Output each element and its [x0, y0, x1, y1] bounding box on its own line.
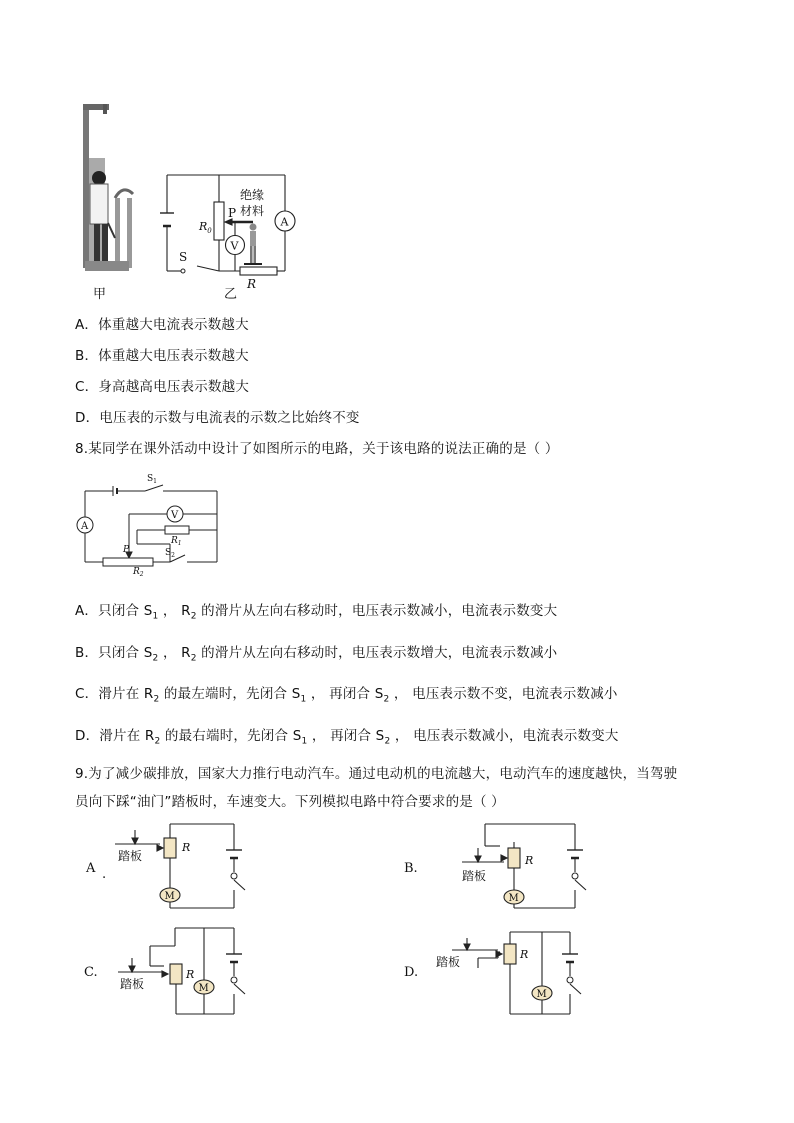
label-insulator-1: 绝缘 — [240, 188, 265, 202]
q8-label-S1: $S_1$ — [147, 474, 157, 485]
motor-label: M — [536, 989, 547, 1000]
option-dot: . — [102, 867, 107, 882]
q9-figure-a — [80, 818, 260, 918]
resistor-label: R — [186, 968, 195, 981]
option-label: A — [86, 861, 96, 876]
q8-ammeter-label: A — [81, 521, 89, 532]
q8-circuit-figure — [75, 466, 225, 576]
q7-option-b: B．体重越大电压表示数越大 — [75, 348, 249, 364]
q8-label-R2: $R_2$ — [133, 567, 144, 576]
q9-figure-c — [80, 922, 260, 1022]
label-jia: 甲 — [93, 287, 107, 302]
label-R0: $R_0$ — [199, 220, 212, 235]
q9-figure-b — [400, 818, 590, 918]
q9-stem-line1: 9.为了减少碳排放，国家大力推行电动汽车。通过电动机的电流越大，电动汽车的速度越快，当驾驶 — [75, 766, 678, 782]
height-scale-photo — [83, 104, 133, 271]
option-label: B. — [404, 861, 418, 876]
q8-label-R1: $R_1$ — [171, 536, 182, 547]
label-S: S — [179, 250, 188, 264]
switch-contact — [567, 977, 573, 983]
pedal-label: 踏板 — [436, 955, 461, 969]
resistor-label: R — [525, 854, 534, 867]
pedal-label: 踏板 — [462, 869, 487, 883]
q7-option-c: C．身高越高电压表示数越大 — [75, 379, 250, 395]
q8-option-d: D．滑片在 $R_2$ 的最右端时，先闭合 $S_1$ ， 再闭合 $S_2$ ， 电压表示数减小，电流表示数变大 — [75, 728, 619, 747]
motor-label: M — [164, 891, 175, 902]
ammeter-label: A — [280, 215, 289, 229]
label-insulator-2: 材料 — [240, 204, 265, 218]
option-label: C. — [84, 965, 98, 980]
pedal-label: 踏板 — [120, 977, 145, 991]
label-yi: 乙 — [224, 287, 238, 302]
q8-stem: 8.某同学在课外活动中设计了如图所示的电路，关于该电路的说法正确的是（ ） — [75, 441, 559, 457]
q9-figure-d — [400, 922, 590, 1022]
voltmeter-label: V — [230, 239, 239, 253]
q8-option-b: B．只闭合 $S_2$ ， $R_2$ 的滑片从左向右移动时，电压表示数增大，电流表示数减小 — [75, 645, 558, 664]
switch-contact — [231, 873, 237, 879]
pedal-label: 踏板 — [118, 849, 143, 863]
resistor-label: R — [520, 948, 529, 961]
motor-label: M — [198, 983, 209, 994]
q7-figure — [75, 98, 320, 308]
switch-contact — [572, 873, 578, 879]
q9-stem-line2: 员向下踩“油门”踏板时，车速变大。下列模拟电路中符合要求的是（ ） — [75, 794, 505, 810]
switch-contact — [231, 977, 237, 983]
switch-contact — [181, 269, 185, 273]
q8-label-P: P — [123, 545, 130, 555]
q7-option-d: D．电压表的示数与电流表的示数之比始终不变 — [75, 410, 360, 426]
resistor-label: R — [182, 841, 191, 854]
q8-option-a: A．只闭合 $S_1$ ， $R_2$ 的滑片从左向右移动时，电压表示数减小，电流表示数变大 — [75, 603, 558, 622]
motor-label: M — [508, 893, 519, 904]
label-P: P — [228, 206, 237, 220]
q7-option-a: A．体重越大电流表示数越大 — [75, 317, 249, 333]
q8-label-S2: $S_2$ — [165, 548, 175, 559]
q8-voltmeter-label: V — [171, 510, 179, 521]
q8-option-c: C．滑片在 $R_2$ 的最左端时，先闭合 $S_1$ ， 再闭合 $S_2$ ， 电压表示数不变，电流表示数减小 — [75, 686, 618, 705]
option-label: D. — [404, 965, 419, 980]
label-R: R — [247, 277, 257, 291]
